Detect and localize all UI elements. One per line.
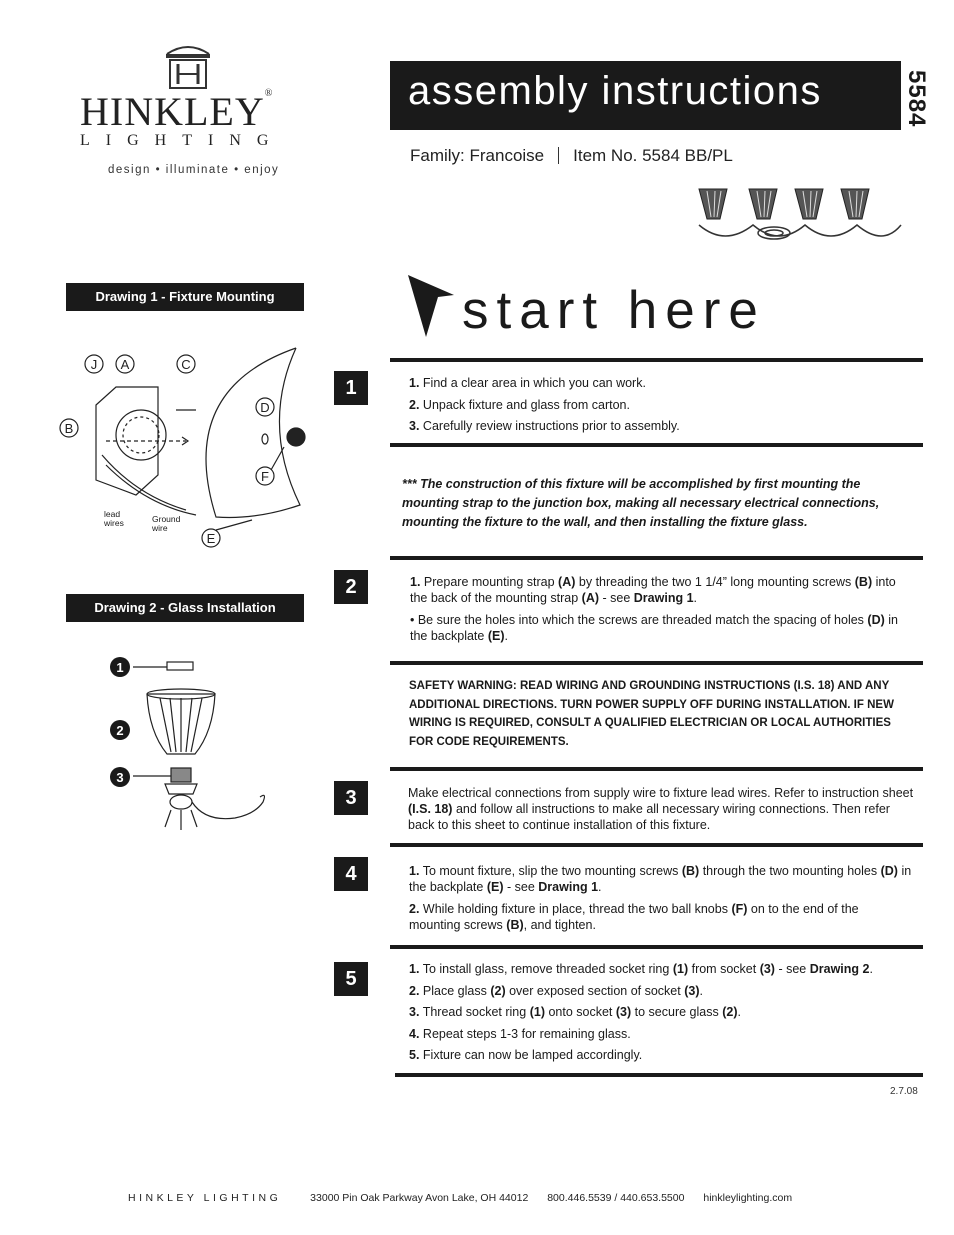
step-1-content <box>409 375 680 440</box>
rule <box>390 556 923 560</box>
rule <box>390 843 923 847</box>
item-number: 2. <box>409 397 420 412</box>
step-2-para-2: • Be sure the holes into which the screws are threaded match the spacing of holes (D) in the backplate (E). <box>410 613 898 643</box>
safety-warning: SAFETY WARNING: READ WIRING AND GROUNDING INSTRUCTIONS (I.S. 18) AND ANY ADDITIONAL DIRECTIONS. TURN POWER SUPPLY OFF DURING INSTALLATION. IF NEW WIRING IS REQUIRED, CONSULT A QUALIFIED ELECTRICIAN OR LOCAL AUTHORITIES FOR CODE REQUIREMENTS. <box>409 680 894 748</box>
callout-3: 3 <box>116 770 124 785</box>
item-text: Carefully review instructions prior to assembly. <box>422 419 680 433</box>
family-name: Family: Francoise <box>410 146 545 165</box>
model-number: 5584 <box>903 70 930 128</box>
step-3-content: Make electrical connections from supply wire to fixture lead wires. Refer to instruction sheet (I.S. 18) and follow all instructions to make all necessary wiring connections. Then refer back to this sheet to continue installation of this fixture. <box>408 786 914 832</box>
rule <box>390 767 923 771</box>
logo-subtitle: LIGHTING <box>80 132 285 149</box>
step-4-content <box>409 863 919 939</box>
step-4-para-2: 2. While holding fixture in place, thread the two ball knobs (F) on to the end of the mounting screws (B), and tighten. <box>409 902 859 932</box>
page-title: assembly instructions <box>408 69 822 113</box>
footer-brand: HINKLEY LIGHTING <box>128 1192 282 1204</box>
callout-c: C <box>181 357 191 372</box>
callout-2: 2 <box>116 723 124 738</box>
construction-note: *** The construction of this fixture will be accomplished by first mounting the mounting strap to the junction box, making all necessary electrical connections, mounting the fixture to the wall, and then installing the fixture glass. <box>402 477 880 529</box>
rule <box>390 443 923 447</box>
ground-wire-label: Ground wire <box>152 515 181 533</box>
divider <box>558 147 559 164</box>
footer-phone: 800.446.5539 / 440.653.5500 <box>547 1192 685 1204</box>
rule <box>395 1073 923 1077</box>
footer <box>128 1192 792 1204</box>
callout-b: B <box>64 421 74 436</box>
list-item <box>409 375 680 391</box>
list-item: 4. Repeat steps 1-3 for remaining glass. <box>409 1026 631 1041</box>
fixture-illustration <box>695 185 905 247</box>
drawing-1-label: Drawing 1 - Fixture Mounting <box>66 283 304 311</box>
callout-a: A <box>120 357 130 372</box>
step-4-number: 4 <box>334 857 368 891</box>
step-5-content <box>409 961 873 1069</box>
logo-registered-mark: ® <box>264 88 274 99</box>
list-item: 3. Thread socket ring (1) onto socket (3) to secure glass (2). <box>409 1005 741 1019</box>
list-item: 5. Fixture can now be lamped accordingly. <box>409 1048 643 1062</box>
rule <box>390 945 923 949</box>
rule <box>390 358 923 362</box>
model-number-vertical <box>892 70 952 130</box>
step-1-number: 1 <box>334 371 368 405</box>
step-2-content <box>410 574 915 650</box>
start-here-heading: start here <box>462 281 766 340</box>
callout-f: F <box>261 469 269 484</box>
item-text: Unpack fixture and glass from carton. <box>422 397 630 412</box>
item-number: 1. <box>409 376 420 390</box>
callout-1: 1 <box>116 660 124 675</box>
step-4-para-1: 1. To mount fixture, slip the two mounting screws (B) through the two mounting holes (D) in the backplate (E) - see Drawing 1. <box>409 864 912 894</box>
rule <box>390 661 923 665</box>
list-item <box>409 397 680 413</box>
list-item: 2. Place glass (2) over exposed section of socket (3). <box>409 983 703 998</box>
family-line <box>410 146 733 166</box>
footer-website[interactable]: hinkleylighting.com <box>703 1192 793 1204</box>
revision-date: 2.7.08 <box>890 1086 918 1097</box>
drawing-2-label: Drawing 2 - Glass Installation <box>66 594 304 622</box>
lead-wires-label: lead wires <box>104 510 124 528</box>
item-text: Find a clear area in which you can work. <box>422 376 646 390</box>
callout-j: J <box>90 357 98 372</box>
callout-e: E <box>206 531 216 546</box>
item-number: 3. <box>409 419 420 433</box>
footer-address: 33000 Pin Oak Parkway Avon Lake, OH 44012 <box>310 1192 529 1204</box>
title-bar <box>390 61 901 130</box>
fixture-mounting-drawing <box>56 345 316 550</box>
step-2-para-1: 1. Prepare mounting strap (A) by threading the two 1 1/4” long mounting screws (B) into the back of the mounting strap (A) - see Drawing 1. <box>410 575 896 605</box>
step-2-number: 2 <box>334 570 368 604</box>
logo-wordmark: HINKLEY <box>80 89 265 134</box>
step-3-number: 3 <box>334 781 368 815</box>
hinkley-logo <box>70 40 310 190</box>
callout-d: D <box>260 400 270 415</box>
logo-tagline: design • illuminate • enjoy <box>108 164 280 176</box>
list-item: 1. To install glass, remove threaded socket ring (1) from socket (3) - see Drawing 2. <box>409 962 873 976</box>
start-arrow-icon <box>408 275 458 337</box>
glass-installation-drawing <box>105 652 285 837</box>
step-5-number: 5 <box>334 962 368 996</box>
item-number: Item No. 5584 BB/PL <box>573 146 733 165</box>
list-item <box>409 418 680 434</box>
